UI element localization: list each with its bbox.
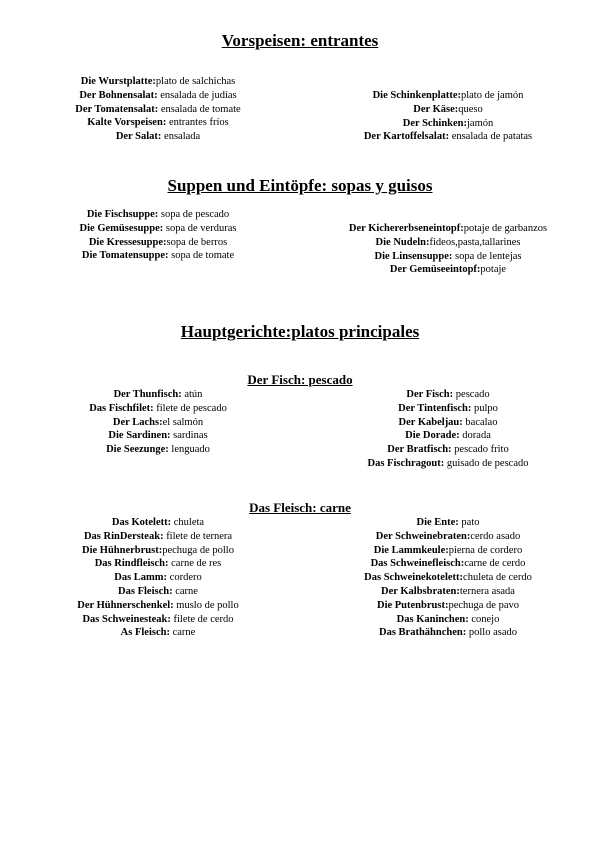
- german-term: Der Bohnensalat: [79, 89, 155, 101]
- vocab-entry: [298, 613, 598, 627]
- spanish-translation: pulpo: [473, 402, 498, 414]
- german-term: Das Fischragout: [367, 457, 441, 469]
- term-separator: :: [152, 76, 156, 87]
- spanish-translation: lenguado: [171, 444, 210, 456]
- german-term: Der Gemüseeintopf: [389, 264, 477, 276]
- section-title-vorspeisen: Vorspeisen: entrantes: [221, 31, 379, 50]
- spanish-translation: plato de salchichas: [155, 76, 236, 87]
- vocab-entry: [298, 599, 598, 613]
- vocab-entry: [8, 208, 308, 222]
- term-separator: :: [462, 627, 469, 639]
- term-separator: :: [445, 544, 449, 556]
- term-separator: :: [448, 444, 455, 456]
- term-separator: :: [466, 530, 471, 542]
- term-separator: :: [459, 572, 464, 584]
- german-term: Die Linsensuppe: [374, 250, 449, 262]
- spanish-translation: atún: [184, 389, 203, 400]
- vocab-entry: [298, 585, 598, 599]
- term-separator: :: [167, 430, 174, 442]
- german-term: Die Nudeln: [375, 236, 426, 248]
- german-term: Die Kressesuppe: [88, 236, 164, 248]
- spanish-translation: pierna de cordero: [448, 544, 523, 556]
- vocab-entry: [8, 388, 308, 402]
- fisch-left-list: [8, 388, 308, 457]
- german-term: Der Kichererbseneintopf: [348, 223, 461, 234]
- spanish-translation: sopa de tomate: [171, 250, 235, 262]
- spanish-translation: plato de jamón: [460, 90, 524, 101]
- german-term: Die Schinkenplatte: [372, 90, 458, 101]
- term-separator: :: [154, 103, 161, 115]
- vocab-entry: [8, 103, 308, 117]
- vocab-entry: [298, 250, 598, 264]
- german-term: Der Schweinebraten: [375, 530, 467, 542]
- term-separator: :: [454, 103, 459, 115]
- spanish-translation: sopa de pescado: [160, 209, 230, 220]
- vocab-entry: [298, 89, 598, 103]
- german-term: Der Kalbsbraten: [381, 585, 457, 597]
- vocab-entry: [8, 222, 308, 236]
- german-term: Die Sardinen: [108, 430, 168, 442]
- german-term: Der Lachs: [112, 416, 160, 428]
- vocab-entry: [8, 571, 308, 585]
- spanish-translation: ensalada de patatas: [451, 131, 533, 143]
- vocab-entry: [298, 103, 598, 117]
- spanish-translation: pescado frito: [454, 444, 509, 456]
- german-term: Das Schweinekotelett: [364, 572, 460, 584]
- vocab-entry: [8, 429, 308, 443]
- vocab-entry: [298, 530, 598, 544]
- term-separator: :: [170, 599, 177, 611]
- term-separator: :: [459, 416, 466, 428]
- term-separator: :: [165, 250, 172, 262]
- term-separator: :: [467, 402, 474, 414]
- german-term: As Fleisch: [120, 627, 167, 639]
- spanish-translation: ensalada: [164, 131, 201, 143]
- german-term: Die Tomatensuppe: [81, 250, 166, 262]
- spanish-translation: ensalada de tomate: [160, 103, 241, 115]
- german-term: Das Kaninchen: [396, 613, 466, 625]
- term-separator: :: [444, 599, 449, 611]
- german-term: Das RinDersteak: [83, 530, 161, 542]
- spanish-translation: conejo: [471, 613, 500, 625]
- spanish-translation: muslo de pollo: [176, 599, 239, 611]
- vocab-entry: [298, 416, 598, 430]
- suppen-right-list: [298, 222, 598, 277]
- term-separator: :: [162, 117, 169, 129]
- term-separator: :: [457, 90, 461, 101]
- vorspeisen-left-list: [8, 75, 308, 144]
- german-term: Der Thunfisch: [113, 389, 179, 400]
- vocab-entry: [298, 571, 598, 585]
- vocab-entry: [298, 222, 598, 236]
- spanish-translation: potaje de garbanzos: [463, 223, 548, 234]
- term-separator: :: [165, 444, 172, 456]
- spanish-translation: el salmón: [162, 416, 204, 428]
- german-term: Das Schweinefleisch: [370, 558, 461, 570]
- german-term: Das Lamm: [114, 572, 164, 584]
- term-separator: :: [154, 209, 161, 220]
- vocab-entry: [298, 429, 598, 443]
- spanish-translation: sopa de berros: [166, 236, 228, 248]
- term-separator: :: [154, 89, 161, 101]
- german-term: Der Käse: [413, 103, 455, 115]
- vocab-entry: [298, 117, 598, 131]
- german-term: Die Fischsuppe: [86, 209, 155, 220]
- spanish-translation: queso: [458, 103, 483, 115]
- spanish-translation: ternera asada: [459, 585, 515, 597]
- spanish-translation: sopa de verduras: [165, 222, 237, 234]
- vocab-entry: [298, 388, 598, 402]
- term-separator: :: [448, 250, 456, 262]
- term-separator: :: [445, 131, 452, 143]
- german-term: Der Fisch: [406, 389, 450, 400]
- fleisch-left-list: [8, 516, 308, 640]
- term-separator: :: [460, 558, 465, 570]
- term-separator: :: [159, 416, 163, 428]
- spanish-translation: pato: [461, 517, 480, 528]
- term-separator: :: [159, 222, 166, 234]
- vocab-entry: [8, 599, 308, 613]
- subsection-title-fisch: Der Fisch: pescado: [247, 372, 353, 387]
- german-term: Das Fischfilet: [89, 402, 151, 414]
- german-term: Das Kotelett: [111, 517, 168, 528]
- german-term: Der Bratfisch: [387, 444, 449, 456]
- spanish-translation: pollo asado: [468, 627, 517, 639]
- term-separator: :: [166, 627, 173, 639]
- german-term: Die Putenbrust: [376, 599, 445, 611]
- vocab-entry: [298, 457, 598, 471]
- spanish-translation: cerdo asado: [470, 530, 521, 542]
- vocab-entry: [298, 402, 598, 416]
- term-separator: :: [157, 131, 165, 143]
- vocab-entry: [8, 249, 308, 263]
- spanish-translation: filete de cerdo: [173, 613, 234, 625]
- spanish-translation: jamón: [467, 117, 494, 129]
- section-title-hauptgerichte: Hauptgerichte:platos principales: [180, 322, 420, 341]
- spanish-translation: filete de ternera: [166, 530, 233, 542]
- vocab-entry: [8, 416, 308, 430]
- vocab-entry: [8, 516, 308, 530]
- spanish-translation: ensalada de judías: [160, 89, 237, 101]
- vorspeisen-right-list: [298, 89, 598, 144]
- german-term: Die Seezunge: [106, 444, 166, 456]
- vocab-entry: [8, 75, 308, 89]
- spanish-translation: carne de cerdo: [464, 558, 526, 570]
- german-term: Der Tintenfisch: [398, 402, 468, 414]
- spanish-translation: cordero: [169, 572, 202, 584]
- german-term: Die Ente: [416, 517, 456, 528]
- term-separator: :: [463, 117, 468, 129]
- spanish-translation: carne de res: [171, 558, 222, 570]
- german-term: Die Hühnerbrust: [82, 544, 159, 556]
- vocab-entry: [8, 236, 308, 250]
- vocab-entry: [298, 626, 598, 640]
- term-separator: :: [456, 585, 460, 597]
- vocab-entry: [298, 516, 598, 530]
- spanish-translation: entrantes fríos: [168, 117, 229, 129]
- spanish-translation: guisado de pescado: [446, 457, 529, 469]
- term-separator: :: [163, 572, 170, 584]
- german-term: Der Hühnerschenkel: [77, 599, 171, 611]
- spanish-translation: chuleta: [173, 517, 205, 528]
- vocab-entry: [298, 130, 598, 144]
- term-separator: :: [160, 530, 167, 542]
- fisch-right-list: [298, 388, 598, 471]
- vocab-entry: [298, 544, 598, 558]
- vocab-entry: [8, 130, 308, 144]
- vocab-entry: [8, 585, 308, 599]
- vocab-entry: [298, 236, 598, 250]
- term-separator: :: [178, 389, 185, 400]
- vocab-entry: [8, 443, 308, 457]
- vocab-entry: [8, 530, 308, 544]
- german-term: Der Salat: [115, 131, 158, 143]
- spanish-translation: sardinas: [173, 430, 208, 442]
- german-term: Das Rindfleisch: [94, 558, 166, 570]
- term-separator: :: [440, 457, 447, 469]
- fleisch-right-list: [298, 516, 598, 640]
- spanish-translation: chuleta de cerdo: [463, 572, 532, 584]
- vocab-entry: [8, 613, 308, 627]
- vocab-entry: [298, 263, 598, 277]
- spanish-translation: carne: [172, 627, 196, 639]
- vocab-entry: [8, 116, 308, 130]
- term-separator: :: [426, 236, 430, 248]
- german-term: Die Dorade: [405, 430, 457, 442]
- german-term: Der Kabeljau: [398, 416, 460, 428]
- vocab-entry: [8, 626, 308, 640]
- subsection-title-fleisch: Das Fleisch: carne: [249, 500, 351, 515]
- german-term: Das Schweinesteak: [82, 613, 168, 625]
- term-separator: :: [465, 613, 472, 625]
- german-term: Kalte Vorspeisen: [87, 117, 163, 129]
- german-term: Das Fleisch: [118, 585, 170, 597]
- german-term: Das Brathähnchen: [379, 627, 463, 639]
- term-separator: :: [456, 430, 463, 442]
- german-term: Der Kartoffelsalat: [363, 131, 446, 143]
- term-separator: :: [167, 517, 174, 528]
- vocab-entry: [8, 544, 308, 558]
- term-separator: :: [449, 389, 456, 400]
- german-term: Der Tomatensalat: [75, 103, 155, 115]
- spanish-translation: dorada: [462, 430, 491, 442]
- vocab-entry: [298, 443, 598, 457]
- vocab-entry: [8, 402, 308, 416]
- term-separator: :: [460, 223, 464, 234]
- german-term: Die Wurstplatte: [80, 76, 153, 87]
- vocab-entry: [8, 557, 308, 571]
- german-term: Die Lammkeule: [373, 544, 446, 556]
- term-separator: :: [167, 613, 174, 625]
- spanish-translation: fideos,pasta,tallarines: [429, 236, 521, 248]
- suppen-left-list: [8, 208, 308, 263]
- term-separator: :: [476, 264, 481, 276]
- term-separator: :: [455, 517, 462, 528]
- term-separator: :: [169, 585, 176, 597]
- term-separator: :: [165, 558, 172, 570]
- spanish-translation: potaje: [480, 264, 507, 276]
- german-term: Die Gemüsesuppe: [79, 222, 160, 234]
- spanish-translation: pechuga de pavo: [448, 599, 520, 611]
- spanish-translation: sopa de lentejas: [455, 250, 522, 262]
- vocab-entry: [8, 89, 308, 103]
- vocab-entry: [298, 557, 598, 571]
- spanish-translation: bacalao: [465, 416, 498, 428]
- spanish-translation: filete de pescado: [156, 402, 227, 414]
- term-separator: :: [158, 544, 163, 556]
- section-title-suppen: Suppen und Eintöpfe: sopas y guisos: [167, 176, 433, 195]
- german-term: Der Schinken: [402, 117, 464, 129]
- term-separator: :: [163, 236, 167, 248]
- term-separator: :: [150, 402, 157, 414]
- spanish-translation: pescado: [455, 389, 490, 400]
- spanish-translation: carne: [175, 585, 198, 597]
- spanish-translation: pechuga de pollo: [162, 544, 234, 556]
